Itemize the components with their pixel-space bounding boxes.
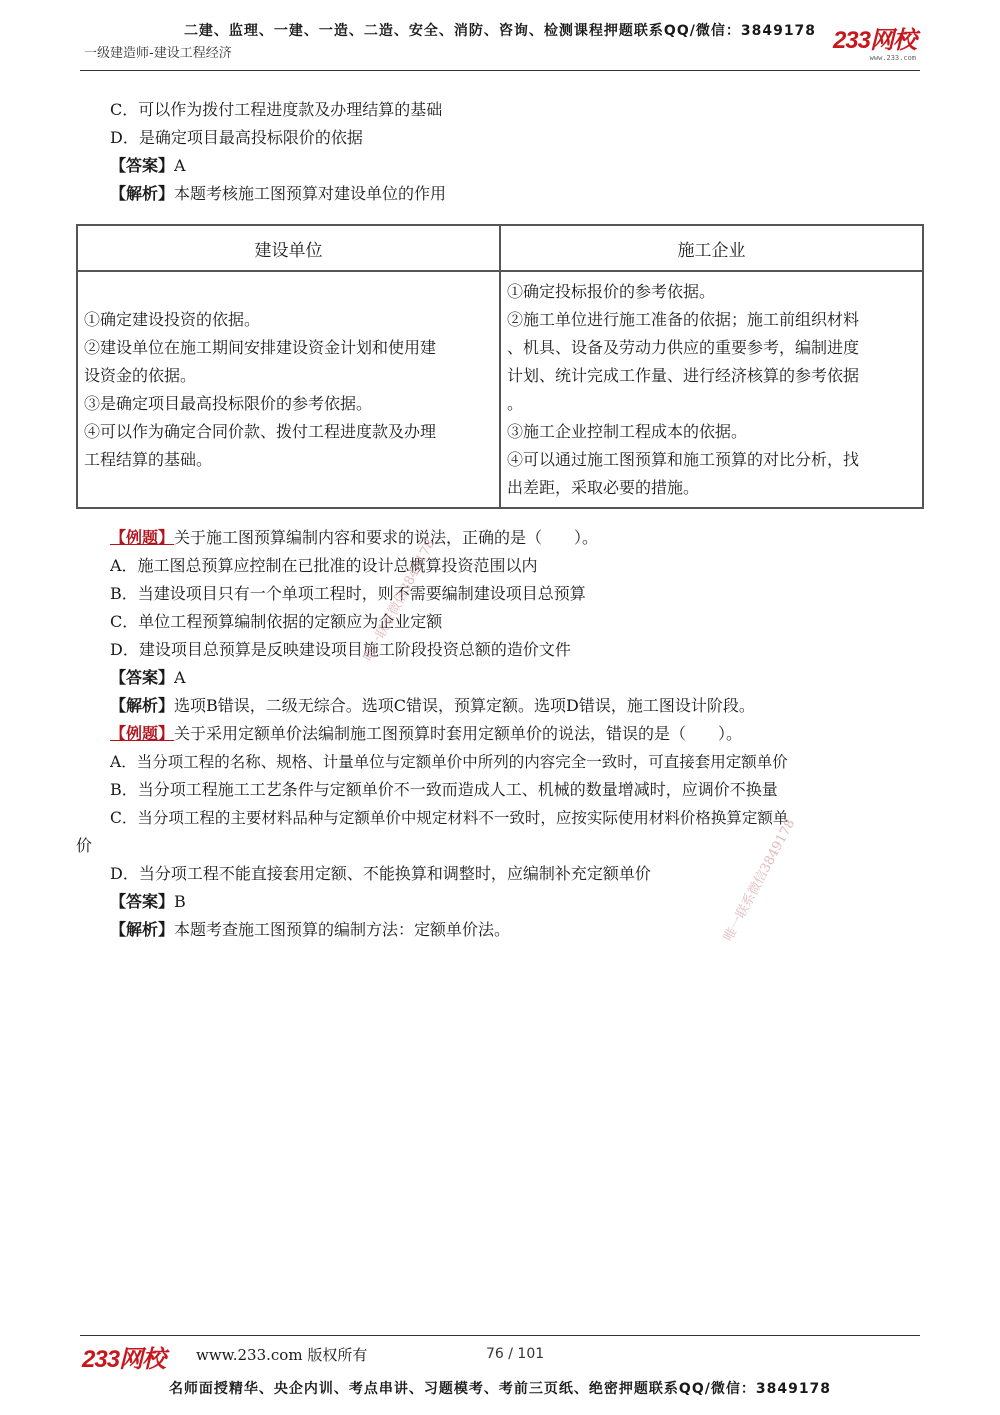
analysis-tag: 【解析】 [110,920,175,939]
cell-line: 设资金的依据。 [84,365,197,385]
table-header-row [77,225,923,271]
example-tag: 【例题】 [110,528,175,547]
q2-answer [110,892,186,912]
cell-line: ③是确定项目最高投标限价的参考依据。 [84,393,373,413]
cell-line: 出差距，采取必要的措施。 [507,477,700,497]
q2-option-c-continued: 价 [76,836,93,855]
analysis-text: 选项B错误，二级无综合。选项C错误，预算定额。选项D错误，施工图设计阶段。 [174,696,755,715]
page-number: 76 / 101 [486,1346,545,1362]
q1-analysis [110,696,755,716]
header-logo [820,28,916,66]
cell-line: ④可以通过施工图预算和施工预算的对比分析，找 [507,449,860,469]
q2-analysis [110,920,510,940]
q1-answer [110,668,186,688]
q0-option-d: D．是确定项目最高投标限价的依据 [110,128,363,147]
q0-option-c: C．可以作为拨付工程进度款及办理结算的基础 [110,100,443,119]
q2-option-a: A．当分项工程的名称、规格、计量单位与定额单价中所列的内容完全一致时，可直接套用定额单价 [110,753,788,771]
answer-value: B [174,892,186,911]
answer-tag: 【答案】 [110,892,175,911]
cell-line: ①确定建设投资的依据。 [84,309,261,329]
table-header-contractor: 施工企业 [500,225,923,271]
footer-logo: 233网校 [82,1346,166,1373]
table-cell-construction-unit [77,271,500,508]
comparison-table [76,224,924,509]
answer-value: A [174,156,186,175]
cell-line: ②施工单位进行施工准备的依据；施工前组织材料 [507,309,860,329]
q2-option-d: D．当分项工程不能直接套用定额、不能换算和调整时，应编制补充定额单价 [110,864,651,883]
analysis-text: 本题考核施工图预算对建设单位的作用 [174,184,447,203]
cell-line: 工程结算的基础。 [84,449,213,469]
cell-line: ②建设单位在施工期间安排建设资金计划和使用建 [84,337,437,357]
footer-banner: 名师面授精华、央企内训、考点串讲、习题模考、考前三页纸、绝密押题联系QQ/微信：3849178 [168,1381,832,1397]
q2-stem-text: 关于采用定额单价法编制施工图预算时套用定额单价的说法，错误的是（ ）。 [174,724,743,743]
q1-option-a: A．施工图总预算应控制在已批准的设计总概算投资范围以内 [110,556,538,575]
answer-value: A [174,668,186,687]
logo-text: 233网校 [832,27,916,54]
watermark: 唯一联系微信3849178 [721,816,799,944]
footer-divider [80,1335,920,1336]
header-banner: 二建、监理、一建、一造、二造、安全、消防、咨询、检测课程押题联系QQ/微信：3849178 [183,23,817,39]
table-cell-contractor [500,271,923,508]
q2-option-c: C．当分项工程的主要材料品种与定额单价中规定材料不一致时，应按实际使用材料价格换算定额单 [110,809,789,827]
q2-option-b: B．当分项工程施工工艺条件与定额单价不一致而造成人工、机械的数量增减时，应调价不换量 [110,780,778,799]
q1-option-d: D．建设项目总预算是反映建设项目施工阶段投资总额的造价文件 [110,640,571,659]
cell-line: 。 [507,393,524,413]
q1-stem [110,528,598,548]
q1-stem-text: 关于施工图预算编制内容和要求的说法，正确的是（ ）。 [174,528,599,547]
q0-answer [110,156,186,176]
cell-line: 计划、统计完成工作量、进行经济核算的参考依据 [507,365,860,385]
q1-option-b: B．当建设项目只有一个单项工程时，则不需要编制建设项目总预算 [110,584,586,603]
q2-stem [110,724,742,744]
cell-line: ①确定投标报价的参考依据。 [507,281,716,301]
answer-tag: 【答案】 [110,156,175,175]
cell-line: 、机具、设备及劳动力供应的重要参考，编制进度 [507,337,860,357]
header-subtitle: 一级建造师-建设工程经济 [84,46,232,61]
table-header-construction-unit: 建设单位 [77,225,500,271]
table-row [77,271,923,508]
analysis-tag: 【解析】 [110,696,175,715]
cell-line: ④可以作为确定合同价款、拨付工程进度款及办理 [84,421,437,441]
example-tag: 【例题】 [110,724,175,743]
footer-copyright: www.233.com 版权所有 [196,1346,368,1364]
logo-url: www.233.com [869,54,916,62]
q1-option-c: C．单位工程预算编制依据的定额应为企业定额 [110,612,443,631]
analysis-text: 本题考查施工图预算的编制方法：定额单价法。 [174,920,511,939]
header-divider [80,70,920,71]
watermark: 唯一联系微信3849178 [361,536,439,664]
answer-tag: 【答案】 [110,668,175,687]
cell-line: ③施工企业控制工程成本的依据。 [507,421,748,441]
analysis-tag: 【解析】 [110,184,175,203]
q0-analysis [110,184,446,204]
